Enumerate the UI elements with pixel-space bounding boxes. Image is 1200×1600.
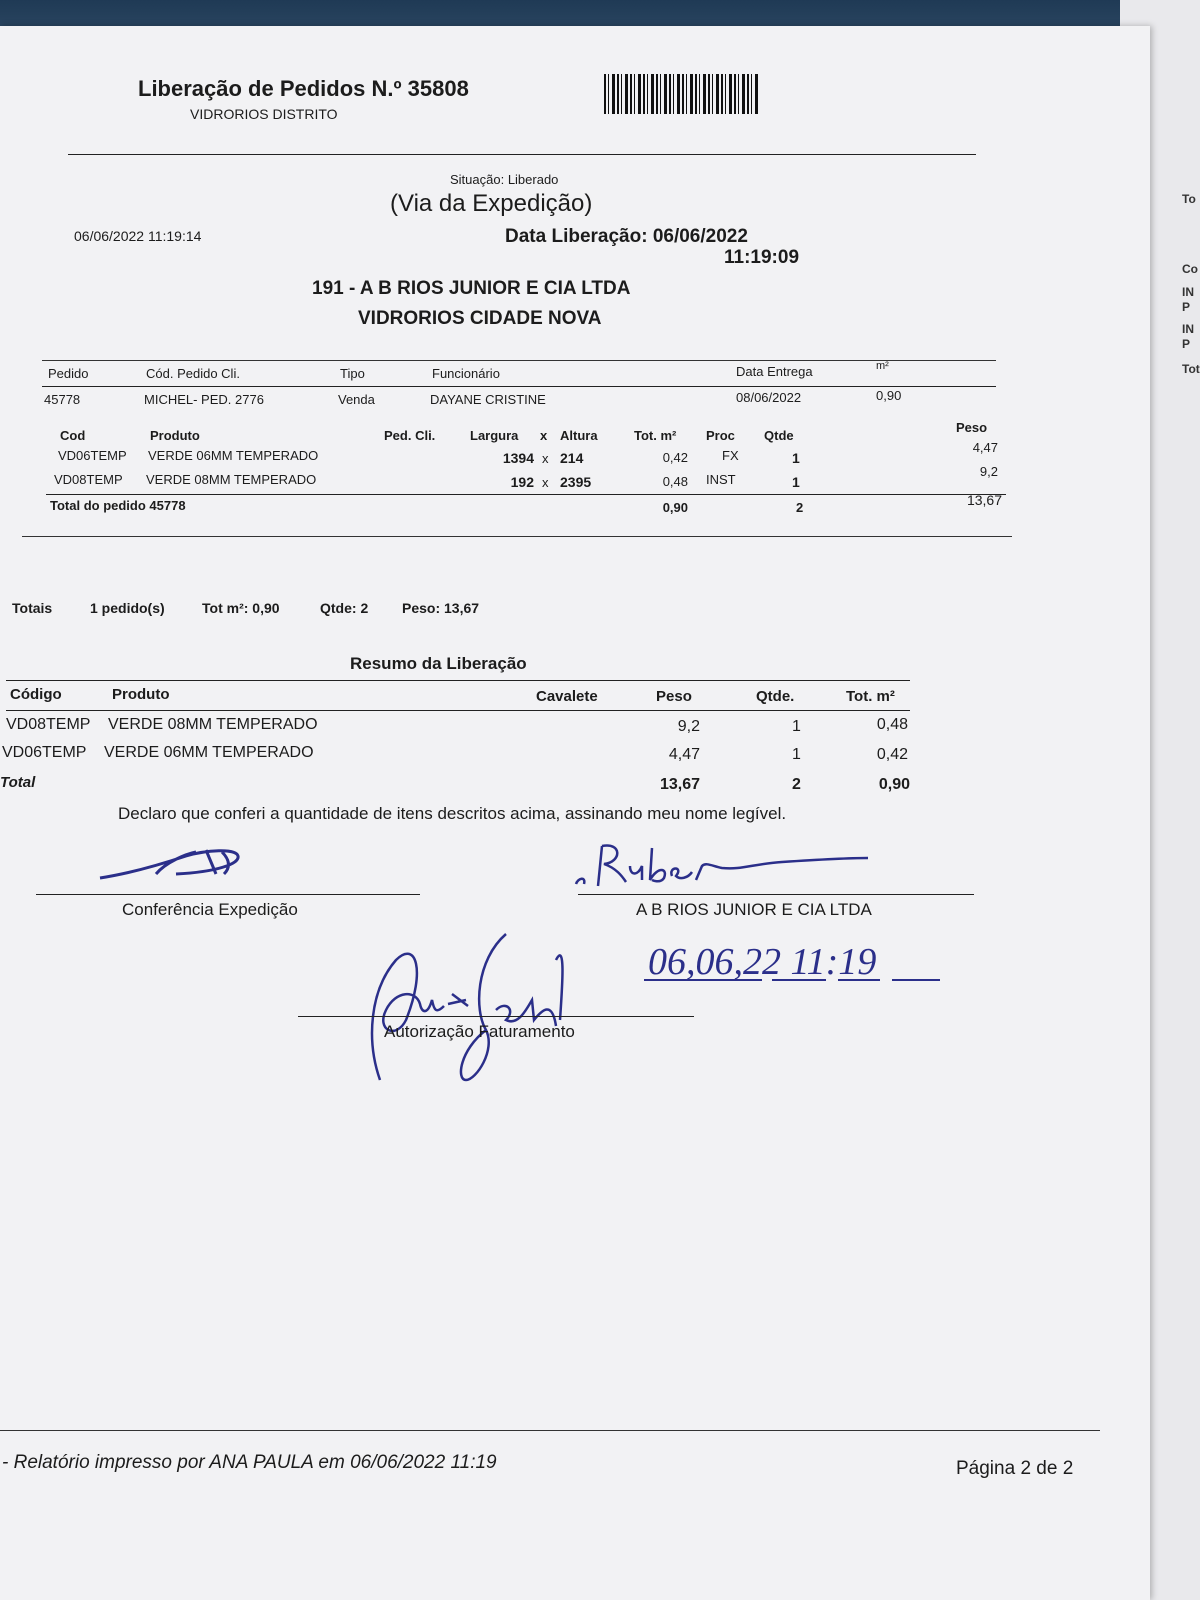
item-col-ped-cli: Ped. Cli. — [384, 428, 436, 443]
divider — [22, 536, 1012, 537]
col-header-pedido: Pedido — [48, 366, 89, 381]
item-produto: VERDE 06MM TEMPERADO — [148, 448, 319, 463]
order-type: Venda — [338, 392, 375, 407]
order-total-label: Total do pedido 45778 — [50, 498, 186, 513]
client-order-code: MICHEL- PED. 2776 — [144, 392, 264, 407]
item-col-tot-m2: Tot. m² — [634, 428, 677, 443]
divider — [42, 360, 996, 361]
barcode-icon — [604, 74, 760, 114]
divider — [68, 154, 976, 155]
signature-client-icon — [572, 836, 872, 896]
document-page — [0, 26, 1150, 1600]
footer-divider — [0, 1430, 1100, 1431]
col-header-tipo: Tipo — [340, 366, 365, 381]
totals-peso: Peso: 13,67 — [402, 600, 480, 616]
order-number: 45778 — [44, 392, 81, 407]
item-largura: 192 — [510, 474, 534, 490]
declaration-text: Declaro que conferi a quantidade de itens descritos acima, assinando meu nome legível. — [118, 804, 787, 823]
summary-total-m2: 0,90 — [878, 776, 910, 793]
item-qtde: 1 — [792, 474, 800, 490]
item-produto: VERDE 08MM TEMPERADO — [146, 472, 317, 487]
item-proc: FX — [722, 448, 739, 463]
summary-codigo: VD08TEMP — [6, 716, 91, 733]
item-col-largura: Largura — [470, 428, 519, 443]
item-col-altura: Altura — [560, 428, 598, 443]
summary-col-qtde: Qtde. — [756, 688, 795, 705]
col-header-cod-cli: Cód. Pedido Cli. — [146, 366, 240, 381]
summary-col-cavalete: Cavalete — [536, 688, 598, 705]
item-peso: 4,47 — [972, 440, 998, 455]
svg-text:06,06,22 11:19: 06,06,22 11:19 — [648, 941, 877, 983]
summary-qtde: 1 — [792, 718, 801, 735]
item-cod: VD06TEMP — [58, 448, 127, 463]
summary-qtde: 1 — [792, 746, 801, 763]
side-text: IN — [1182, 322, 1194, 336]
divider — [46, 494, 1006, 495]
item-altura: 2395 — [560, 474, 592, 490]
item-col-cod: Cod — [60, 428, 86, 443]
summary-produto: VERDE 06MM TEMPERADO — [104, 744, 314, 761]
col-header-m2: m² — [876, 360, 889, 372]
item-col-proc: Proc — [706, 428, 735, 443]
col-header-funcionario: Funcionário — [432, 366, 500, 381]
summary-col-produto: Produto — [112, 686, 170, 703]
status-label: Situação: Liberado — [450, 172, 559, 187]
item-altura: 214 — [560, 450, 584, 466]
company-name: VIDRORIOS DISTRITO — [190, 106, 338, 122]
order-total-m2: 0,90 — [662, 500, 688, 515]
signature-authorization-icon — [356, 930, 616, 1090]
summary-total-qtde: 2 — [792, 776, 801, 793]
item-col-produto: Produto — [150, 428, 200, 443]
summary-produto: VERDE 08MM TEMPERADO — [108, 716, 318, 733]
item-largura: 1394 — [502, 450, 534, 466]
divider — [42, 386, 996, 387]
order-total-peso: 13,67 — [966, 492, 1002, 508]
order-total-qtde: 2 — [796, 500, 804, 515]
footer-printed-by: - Relatório impresso por ANA PAULA em 06/06/2022 11:19 — [2, 1452, 497, 1473]
summary-total-peso: 13,67 — [659, 776, 700, 793]
summary-col-tot-m2: Tot. m² — [846, 688, 895, 705]
item-cod: VD08TEMP — [54, 472, 123, 487]
order-m2: 0,90 — [876, 388, 902, 403]
item-col-x: x — [540, 428, 548, 443]
summary-peso: 4,47 — [668, 746, 700, 763]
col-header-data-entrega: Data Entrega — [736, 364, 813, 379]
side-text: Tot — [1182, 362, 1200, 376]
summary-peso: 9,2 — [677, 718, 700, 735]
client-name: 191 - A B RIOS JUNIOR E CIA LTDA — [312, 278, 631, 299]
divider — [6, 680, 910, 681]
footer-page-number: Página 2 de 2 — [956, 1458, 1074, 1479]
signature-line-right — [578, 894, 974, 895]
item-col-peso: Peso — [956, 420, 988, 435]
item-tot-m2: 0,48 — [662, 474, 688, 489]
side-text: P — [1182, 300, 1191, 314]
summary-tot-m2: 0,48 — [876, 716, 908, 733]
side-text: To — [1182, 192, 1196, 206]
totals-orders: 1 pedido(s) — [90, 600, 165, 616]
item-col-qtde: Qtde — [764, 428, 794, 443]
signature-expedition-icon — [96, 844, 256, 884]
release-date-value: 06/06/2022 — [652, 226, 748, 247]
summary-col-codigo: Código — [10, 686, 62, 703]
item-x: x — [542, 475, 549, 490]
side-text: P — [1182, 337, 1191, 351]
delivery-date: 08/06/2022 — [736, 390, 802, 405]
signature-label-client: A B RIOS JUNIOR E CIA LTDA — [636, 900, 872, 919]
item-qtde: 1 — [792, 450, 800, 466]
side-text: IN — [1182, 285, 1194, 299]
divider — [6, 710, 910, 711]
printed-timestamp: 06/06/2022 11:19:14 — [74, 228, 202, 244]
totals-label: Totais — [12, 600, 53, 616]
summary-total-label: Total — [0, 774, 36, 791]
item-tot-m2: 0,42 — [662, 450, 688, 465]
item-peso: 9,2 — [979, 464, 998, 479]
release-time: 11:19:09 — [724, 247, 800, 268]
signature-line-left — [36, 894, 420, 895]
signature-label-authorization: Autorização Faturamento — [384, 1022, 575, 1041]
summary-codigo: VD06TEMP — [2, 744, 87, 761]
document-title: Liberação de Pedidos N.º 35808 — [138, 76, 469, 101]
side-text: Co — [1182, 262, 1198, 276]
summary-col-peso: Peso — [656, 688, 692, 705]
totals-m2: Tot m²: 0,90 — [202, 600, 280, 616]
summary-tot-m2: 0,42 — [876, 746, 908, 763]
signature-line-auth — [298, 1016, 694, 1017]
via-label: (Via da Expedição) — [390, 190, 593, 217]
totals-qtde: Qtde: 2 — [320, 600, 369, 616]
release-date-label: Data Liberação: — [505, 226, 648, 247]
handwritten-date-icon — [640, 934, 960, 994]
release-date — [505, 226, 748, 248]
employee-name: DAYANE CRISTINE — [430, 392, 546, 407]
signature-label-expedition: Conferência Expedição — [122, 900, 298, 919]
summary-title: Resumo da Liberação — [350, 654, 527, 673]
client-branch: VIDRORIOS CIDADE NOVA — [358, 308, 602, 329]
item-proc: INST — [706, 472, 736, 487]
item-x: x — [542, 451, 549, 466]
